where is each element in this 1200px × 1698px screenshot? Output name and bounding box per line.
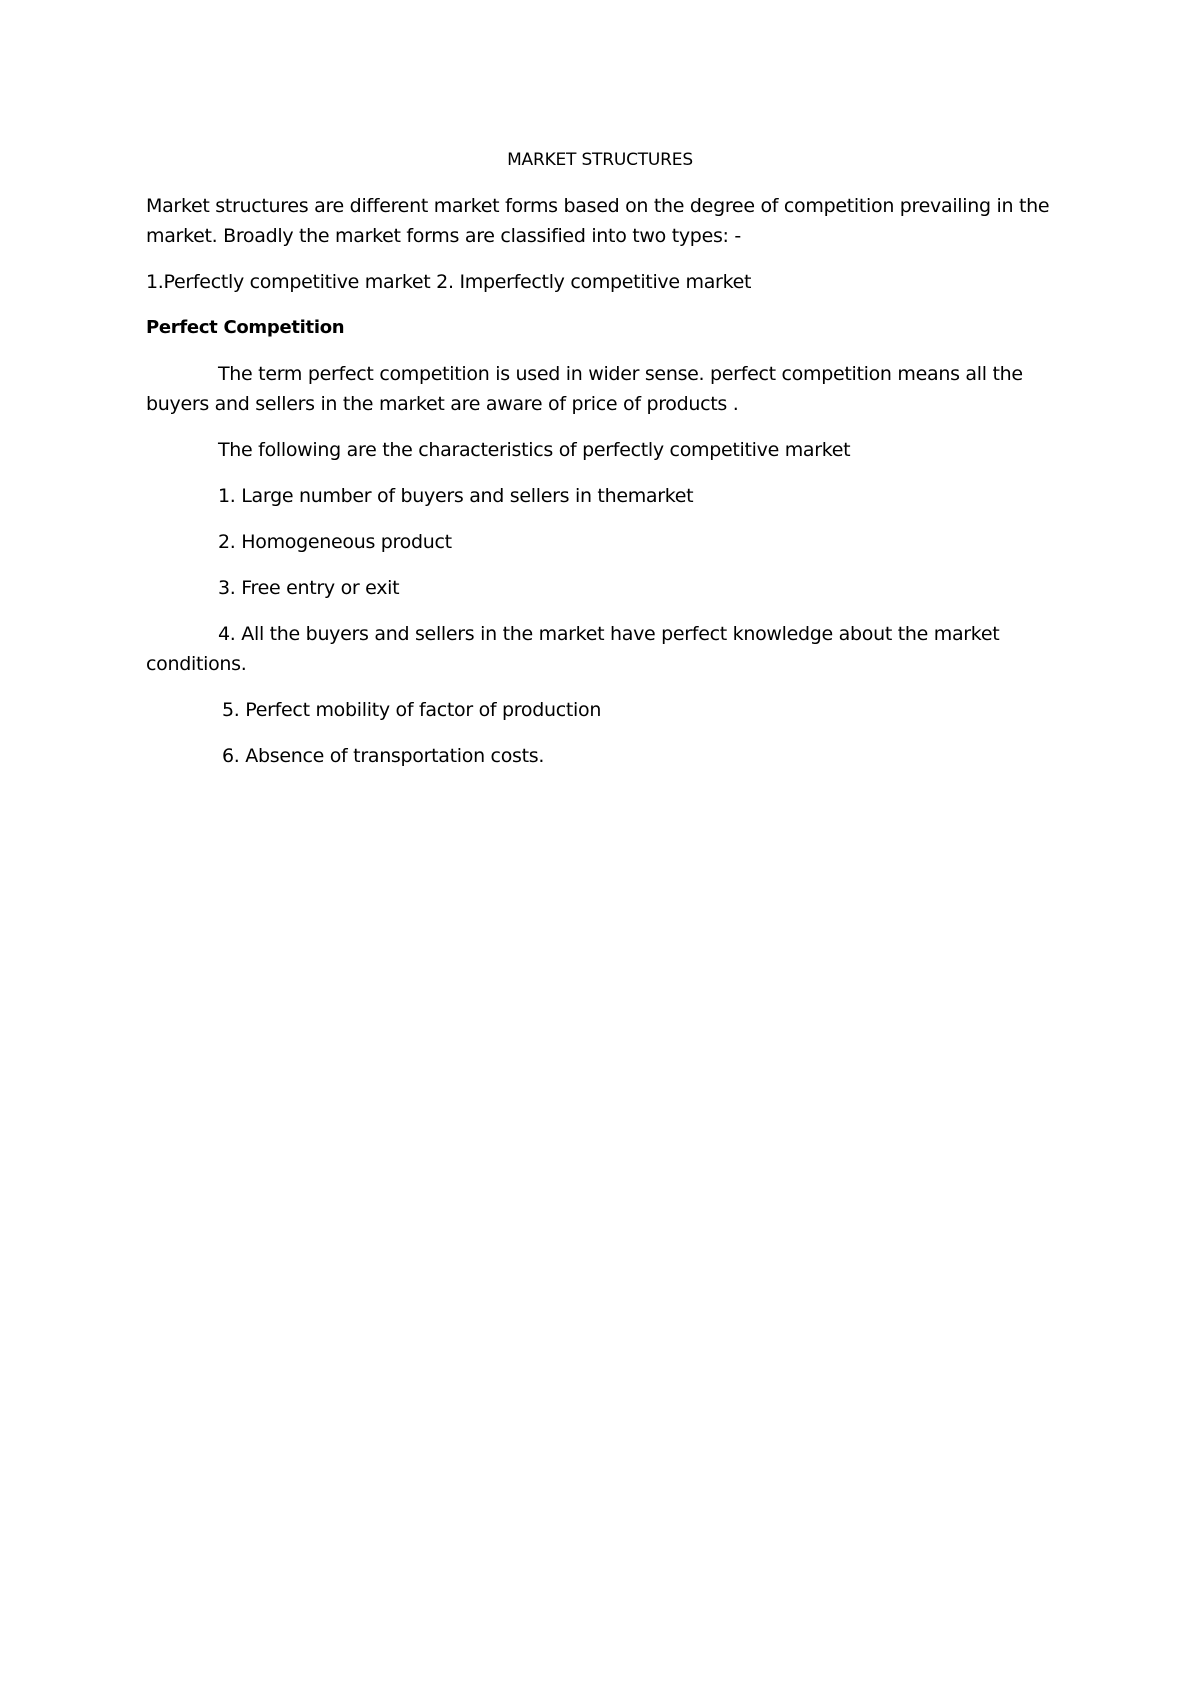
list-item: 1. Large number of buyers and sellers in themarket	[218, 485, 694, 507]
paragraph-line-1: The term perfect competition is used in wider sense. perfect competition means all the	[218, 363, 1023, 385]
list-item: 2. Homogeneous product	[218, 531, 452, 553]
list-item: 6. Absence of transportation costs.	[222, 745, 545, 767]
intro-line-1: Market structures are different market forms based on the degree of competition prevailing in the	[146, 195, 1050, 217]
document-title: MARKET STRUCTURES	[507, 150, 693, 170]
characteristics-intro: The following are the characteristics of perfectly competitive market	[218, 439, 851, 461]
section-heading: Perfect Competition	[146, 317, 345, 338]
types-line: 1.Perfectly competitive market 2. Imperfectly competitive market	[146, 271, 752, 293]
list-item: 5. Perfect mobility of factor of production	[222, 699, 602, 721]
paragraph-line-2: buyers and sellers in the market are aware of price of products .	[146, 393, 739, 415]
list-item: 4. All the buyers and sellers in the market have perfect knowledge about the market	[218, 623, 1000, 645]
intro-line-2: market. Broadly the market forms are classified into two types: -	[146, 225, 741, 247]
list-item-continuation: conditions.	[146, 653, 247, 675]
list-item: 3. Free entry or exit	[218, 577, 400, 599]
